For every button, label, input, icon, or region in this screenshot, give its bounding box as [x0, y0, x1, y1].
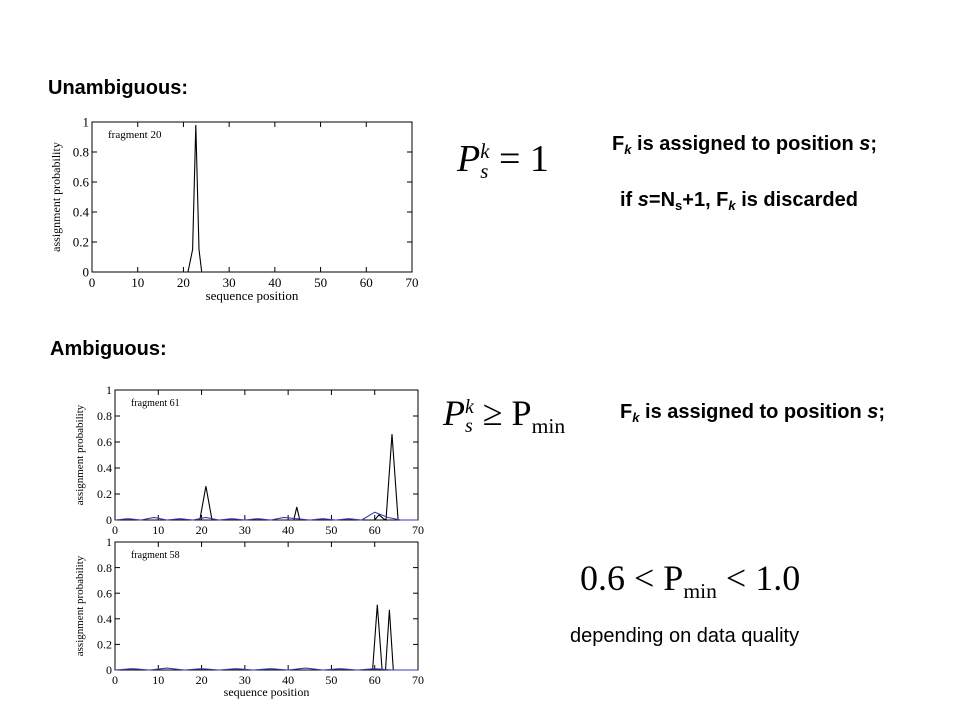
x-tick-label: 10	[152, 673, 165, 687]
y-tick-label: 0.6	[72, 174, 89, 190]
formula2-p: P	[443, 393, 465, 433]
x-tick-label: 70	[412, 673, 424, 687]
formula2-subscript-s: s	[465, 414, 473, 437]
stmt1-f: F	[612, 133, 625, 155]
stmt1-k: k	[624, 142, 632, 157]
stmt2-sub-s: s	[675, 198, 683, 213]
x-tick-label: 70	[412, 523, 424, 537]
stmt1-end: ;	[870, 133, 878, 155]
x-tick-label: 10	[131, 275, 145, 290]
x-tick-label: 30	[222, 275, 236, 290]
x-tick-label: 40	[268, 275, 282, 290]
y-axis-label: assignment probability	[49, 142, 63, 252]
stmt1-s: s	[859, 133, 871, 155]
formula-p: P	[457, 138, 481, 180]
stmt2-plus: +1, F	[682, 189, 729, 211]
x-tick-label: 60	[368, 523, 381, 537]
chart-title: fragment 61	[131, 398, 180, 409]
chart-title: fragment 20	[108, 129, 162, 141]
x-tick-label: 20	[195, 673, 208, 687]
formula-equals-one: = 1	[499, 138, 549, 180]
y-tick-label: 0.8	[97, 409, 112, 424]
stmt2-pre: if	[620, 189, 638, 211]
x-tick-label: 30	[238, 523, 251, 537]
formula-superscript-k: k	[480, 139, 490, 164]
formula2-geq-p: ≥ P	[482, 393, 532, 433]
y-axis-label: assignment probability	[74, 555, 86, 657]
x-tick-label: 40	[282, 523, 295, 537]
x-tick-label: 0	[112, 673, 118, 687]
y-tick-label: 1	[106, 535, 112, 550]
series-line	[115, 512, 418, 520]
y-axis-label: assignment probability	[74, 404, 86, 506]
x-tick-label: 50	[325, 523, 338, 537]
plot-frame	[115, 542, 418, 670]
stmt2-post: is discarded	[735, 189, 858, 211]
y-tick-label: 0.8	[97, 560, 112, 575]
formula-p-equals-one	[457, 140, 549, 182]
y-tick-label: 1	[106, 383, 112, 398]
x-tick-label: 20	[195, 523, 208, 537]
y-tick-label: 0.4	[97, 461, 112, 476]
plot-frame	[92, 122, 412, 272]
stmt2-s: s	[637, 189, 649, 211]
stmt3-s: s	[867, 401, 879, 423]
x-axis-label: sequence position	[223, 685, 310, 699]
series-line	[115, 605, 418, 670]
formula-subscript-s: s	[480, 159, 489, 184]
statement-assigned-1	[612, 133, 877, 157]
y-tick-label: 0.6	[97, 586, 112, 601]
x-tick-label: 40	[282, 673, 295, 687]
x-tick-label: 60	[368, 673, 381, 687]
y-tick-label: 0.2	[72, 234, 89, 250]
formula-p-geq-pmin	[443, 395, 565, 438]
x-tick-label: 10	[152, 523, 165, 537]
x-tick-label: 50	[325, 673, 338, 687]
y-tick-label: 0.4	[97, 612, 112, 626]
statement-discarded	[620, 189, 858, 213]
ambiguous-heading: Ambiguous:	[50, 338, 167, 360]
chart-fragment-20	[40, 110, 470, 303]
y-tick-label: 1	[82, 114, 89, 130]
formula2-min: min	[531, 414, 566, 439]
formula2-superscript-k: k	[465, 395, 474, 418]
x-axis-label: sequence position	[205, 288, 299, 303]
formula3-left: 0.6 < P	[580, 558, 684, 598]
x-tick-label: 0	[88, 275, 96, 290]
x-tick-label: 20	[176, 275, 190, 290]
statement-assigned-2	[620, 401, 885, 425]
x-tick-label: 50	[314, 275, 328, 290]
series-line	[92, 125, 412, 272]
x-tick-label: 60	[359, 275, 373, 290]
y-tick-label: 0	[106, 663, 112, 678]
formula3-min: min	[683, 579, 717, 604]
y-tick-label: 0.4	[72, 204, 89, 220]
series-line	[115, 434, 418, 520]
plot-frame	[115, 390, 418, 520]
stmt3-k: k	[632, 410, 640, 425]
y-tick-label: 0.2	[97, 487, 112, 502]
y-tick-label: 0	[106, 513, 112, 528]
formula3-right: < 1.0	[725, 558, 801, 598]
x-tick-label: 70	[405, 275, 419, 290]
y-tick-label: 0.6	[97, 435, 112, 450]
formula-pmin-range	[580, 560, 800, 603]
chart-fragment-58	[60, 535, 480, 700]
y-tick-label: 0.8	[72, 144, 89, 160]
stmt3-text: is assigned to position	[639, 401, 868, 423]
stmt3-end: ;	[878, 401, 886, 423]
stmt2-eq: =N	[648, 189, 676, 211]
x-tick-label: 0	[112, 523, 118, 537]
stmt2-k: k	[728, 198, 736, 213]
chart-title: fragment 58	[131, 550, 180, 561]
chart-fragment-61	[60, 380, 480, 535]
data-quality-note: depending on data quality	[570, 625, 800, 647]
unambiguous-heading: Unambiguous:	[48, 77, 188, 99]
x-tick-label: 30	[238, 673, 251, 687]
y-tick-label: 0	[82, 264, 89, 280]
y-tick-label: 0.2	[97, 637, 112, 652]
stmt3-f: F	[620, 401, 633, 423]
stmt1-text: is assigned to position	[631, 133, 860, 155]
